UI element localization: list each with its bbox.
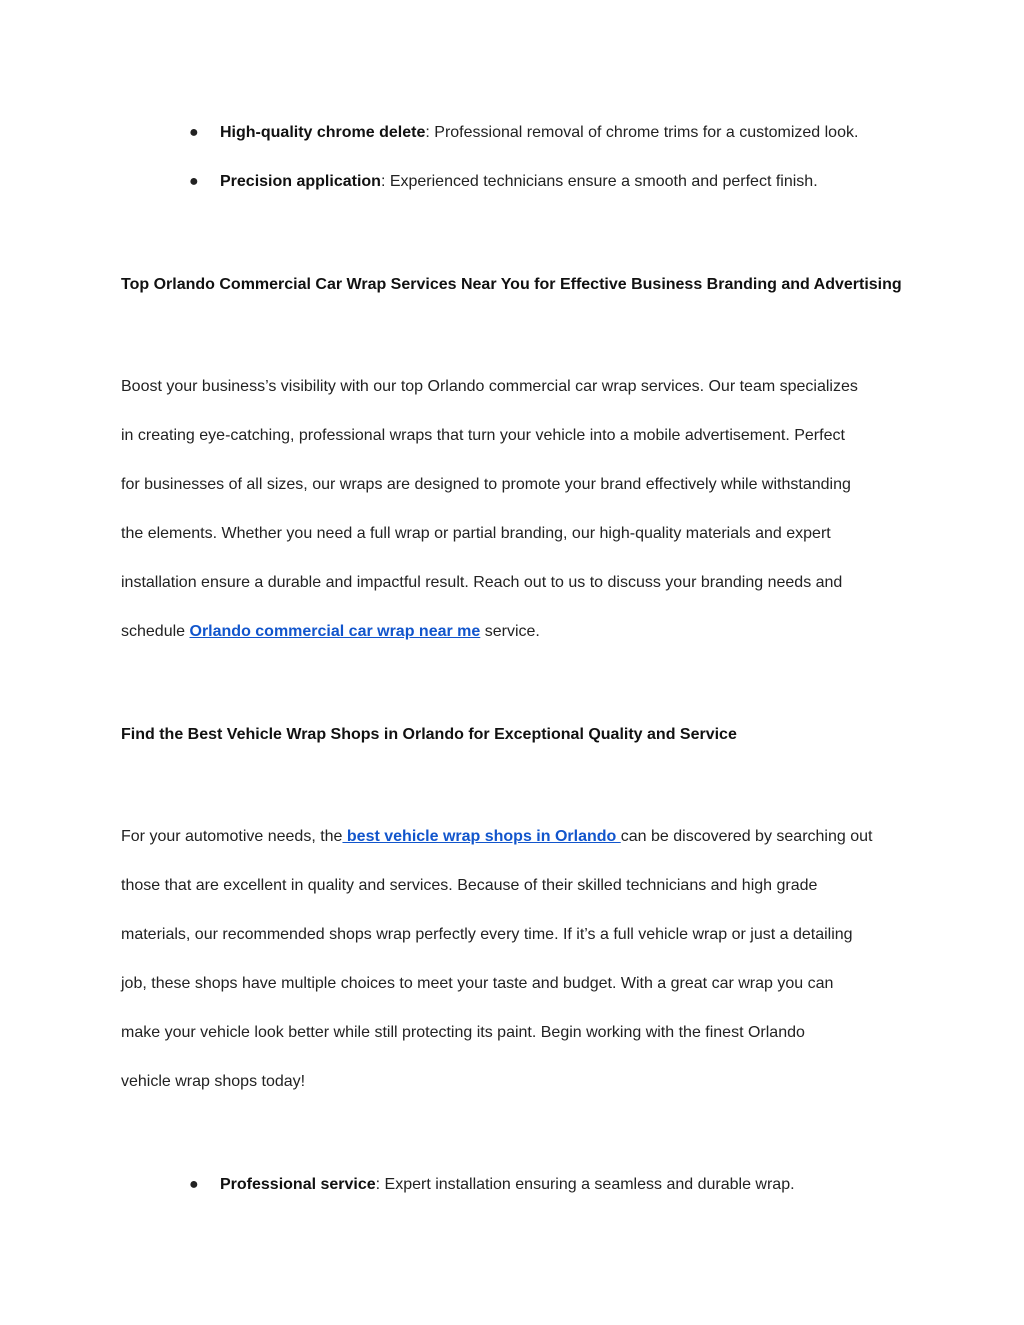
paragraph-line: schedule Orlando commercial car wrap near me service.	[121, 623, 540, 640]
list-item	[0, 123, 1024, 172]
paragraph-line: the elements. Whether you need a full wrap or partial branding, our high-quality materials and expert	[121, 525, 831, 542]
bullet-description: : Professional removal of chrome trims for a customized look.	[425, 124, 859, 141]
list-item	[0, 1175, 1024, 1224]
paragraph-line: materials, our recommended shops wrap perfectly every time. If it’s a full vehicle wrap or just a detailing	[121, 926, 853, 943]
paragraph-line: vehicle wrap shops today!	[121, 1073, 306, 1090]
paragraph-line: those that are excellent in quality and services. Because of their skilled technicians and high grade	[121, 877, 818, 894]
paragraph	[121, 377, 921, 671]
commercial-wrap-link[interactable]: Orlando commercial car wrap near me	[189, 623, 481, 640]
section-heading: Find the Best Vehicle Wrap Shops in Orlando for Exceptional Quality and Service	[121, 726, 737, 743]
paragraph-line: installation ensure a durable and impactful result. Reach out to us to discuss your branding needs and	[121, 574, 843, 591]
paragraph-line: for businesses of all sizes, our wraps are designed to promote your brand effectively while withstanding	[121, 476, 851, 493]
bullet-list-top	[0, 123, 1024, 221]
bullet-label: Professional service	[220, 1176, 376, 1193]
paragraph-line: make your vehicle look better while still protecting its paint. Begin working with the finest Orlando	[121, 1024, 805, 1041]
bullet-description: : Experienced technicians ensure a smooth and perfect finish.	[380, 173, 818, 190]
paragraph-line: in creating eye-catching, professional wraps that turn your vehicle into a mobile advertisement. Perfect	[121, 427, 845, 444]
bullet-icon: ●	[189, 124, 199, 141]
wrap-shops-link[interactable]: best vehicle wrap shops in Orlando	[342, 828, 621, 845]
bullet-icon: ●	[189, 1176, 199, 1193]
paragraph-line: job, these shops have multiple choices to meet your taste and budget. With a great car wrap you can	[121, 975, 834, 992]
bullet-list-bottom	[0, 1175, 1024, 1224]
bullet-label: High-quality chrome delete	[220, 124, 426, 141]
paragraph	[121, 827, 921, 1121]
paragraph-line: Boost your business’s visibility with our top Orlando commercial car wrap services. Our team specializes	[121, 378, 858, 395]
paragraph-line: For your automotive needs, the best vehicle wrap shops in Orlando can be discovered by searching out	[121, 828, 873, 845]
bullet-label: Precision application	[220, 173, 381, 190]
list-item	[0, 172, 1024, 221]
section-heading: Top Orlando Commercial Car Wrap Services Near You for Effective Business Branding and Advertising	[121, 276, 902, 293]
bullet-icon: ●	[189, 173, 199, 190]
bullet-description: : Expert installation ensuring a seamless and durable wrap.	[375, 1176, 795, 1193]
